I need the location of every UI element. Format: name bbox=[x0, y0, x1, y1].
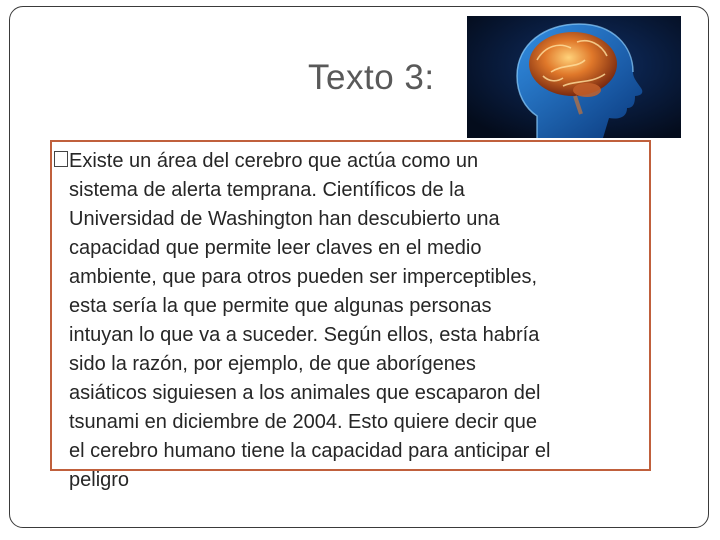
brain-head-icon bbox=[467, 16, 681, 138]
bullet-box-icon bbox=[54, 151, 68, 167]
bullet-text-box bbox=[50, 140, 651, 491]
brain-head-image bbox=[467, 16, 681, 138]
slide-title: Texto 3: bbox=[308, 58, 435, 97]
bullet-text: Existe un área del cerebro que actúa como un sistema de alerta temprana. Científicos de la Universidad de Washington han descubierto una capacidad que permite leer claves en el medio ambiente, que para otros pueden ser imperceptibles, esta sería la que permite que algunas personas intuyan lo que va a suceder. Según ellos, esta habría sido la razón, por ejemplo, de que aborígenes asiáticos siguiesen a los animales que escaparon del tsunami en diciembre de 2004. Esto quiere decir que el cerebro humano tiene la capacidad para anticipar el peligro bbox=[69, 150, 551, 491]
